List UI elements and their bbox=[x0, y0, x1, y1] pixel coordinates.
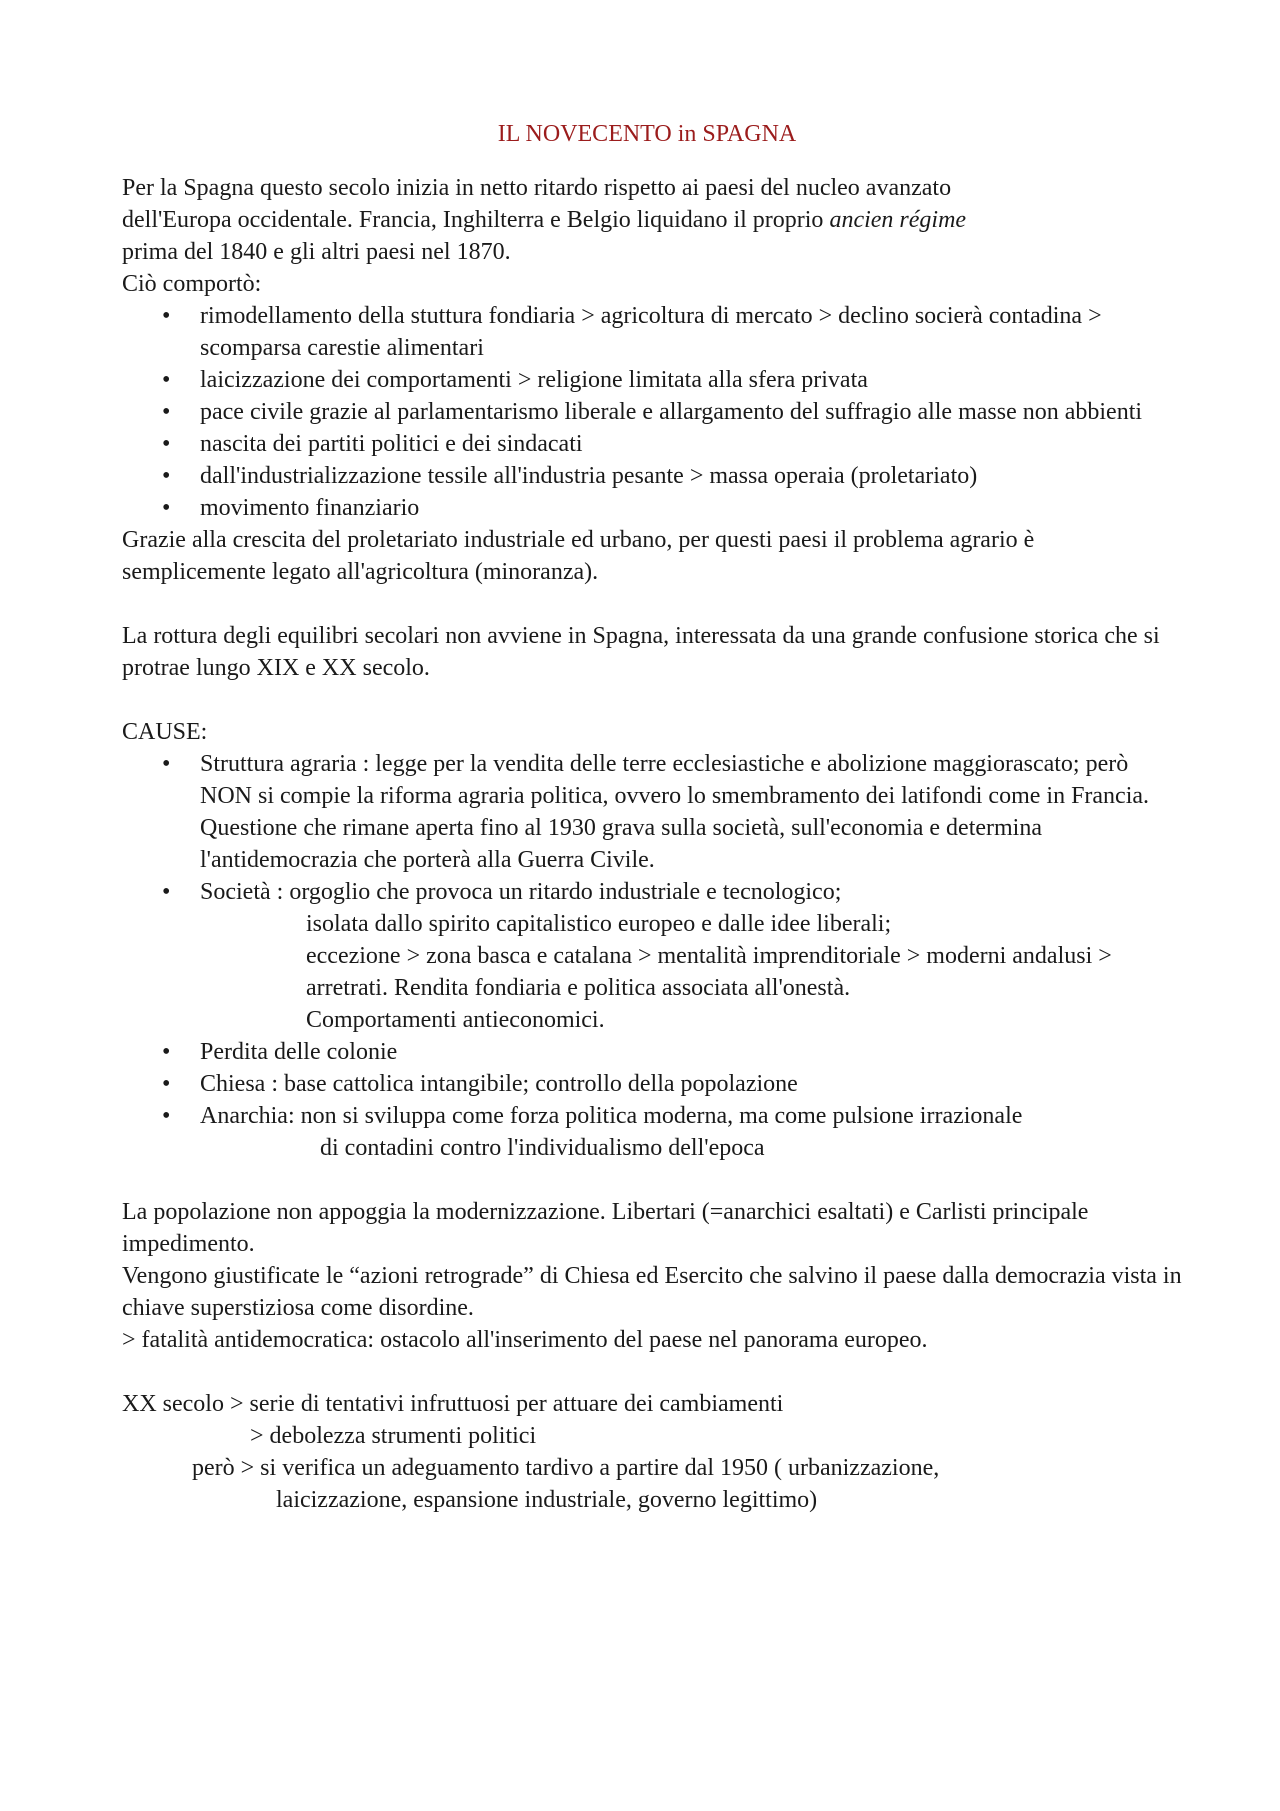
spacer bbox=[122, 684, 1182, 716]
spacer bbox=[122, 588, 1182, 620]
anarchia-label: Anarchia: bbox=[200, 1103, 301, 1129]
cause-list bbox=[122, 748, 1182, 1164]
cause-struttura-agraria: • Struttura agraria : legge per la vendita delle terre ecclesiastiche e abolizione maggiorascato; però NON si compie la riforma agraria politica, ovvero lo smembramento dei latifondi come in Francia. Questione che rimane aperta fino al 1930 grava sulla società, sull'economia e determina l'antidemocrazia che porterà alla Guerra Civile. bbox=[122, 748, 1182, 876]
popolazione-paragraph-3: > fatalità antidemocratica: ostacolo all'inserimento del paese nel panorama europeo. bbox=[122, 1327, 928, 1353]
list-item: • rimodellamento della stuttura fondiaria > agricoltura di mercato > declino socierà contadina > scomparsa carestie alimentari bbox=[122, 300, 1182, 364]
list-item: • pace civile grazie al parlamentarismo liberale e allargamento del suffragio alle masse non abbienti bbox=[122, 396, 1182, 428]
intro-line-1: Per la Spagna questo secolo inizia in netto ritardo rispetto ai paesi del nucleo avanzato bbox=[122, 175, 952, 201]
rottura-paragraph: La rottura degli equilibri secolari non avviene in Spagna, interessata da una grande confusione storica che si protrae lungo XIX e XX secolo. bbox=[122, 623, 1160, 681]
spacer bbox=[122, 1164, 1182, 1196]
intro-paragraph bbox=[122, 172, 1182, 300]
societa-label: Società : bbox=[200, 879, 290, 905]
bullet-icon: • bbox=[162, 367, 171, 393]
bullet-icon: • bbox=[162, 1039, 171, 1065]
xx-secolo-line-2: > debolezza strumenti politici bbox=[250, 1423, 537, 1449]
xx-secolo-line-3: però > si verifica un adeguamento tardivo a partire dal 1950 ( urbanizzazione, bbox=[192, 1455, 940, 1481]
cause-societa: • Società : orgoglio che provoca un ritardo industriale e tecnologico; isolata dallo spirito capitalistico europeo e dalle idee liberali; eccezione > zona basca e catalana > mentalità imprenditoriale > moderni andalusi > arretrati. Rendita fondiaria e politica associata all'onestà. Comportamenti antieconomici. bbox=[122, 876, 1182, 1036]
consequences-list bbox=[122, 300, 1182, 524]
document-body bbox=[122, 118, 1182, 1516]
cause-anarchia: • Anarchia: non si sviluppa come forza politica moderna, ma come pulsione irrazionale di contadini contro l'individualismo dell'epoca bbox=[122, 1100, 1182, 1164]
list-item: • nascita dei partiti politici e dei sindacati bbox=[122, 428, 1182, 460]
intro-line-2: dell'Europa occidentale. Francia, Inghilterra e Belgio liquidano il proprio bbox=[122, 207, 830, 233]
list-item: • movimento finanziario bbox=[122, 492, 1182, 524]
societa-continuation: isolata dallo spirito capitalistico europeo e dalle idee liberali; eccezione > zona basca e catalana > mentalità imprenditoriale > moderni andalusi > arretrati. Rendita fondiaria e politica associata all'onestà. Comportamenti antieconomici. bbox=[306, 911, 1112, 1033]
ancien-regime-term: ancien régime bbox=[829, 207, 967, 233]
popolazione-paragraph-1: La popolazione non appoggia la modernizzazione. Libertari (=anarchici esaltati) e Carlisti principale impedimento. bbox=[122, 1199, 1089, 1257]
bullet-icon: • bbox=[162, 879, 171, 905]
cause-chiesa: • Chiesa : base cattolica intangibile; controllo della popolazione bbox=[122, 1068, 1182, 1100]
bullet-icon: • bbox=[162, 399, 171, 425]
intro-line-3: prima del 1840 e gli altri paesi nel 1870. bbox=[122, 239, 511, 265]
popolazione-paragraph-2: Vengono giustificate le “azioni retrograde” di Chiesa ed Esercito che salvino il paese dalla democrazia vista in chiave superstiziosa come disordine. bbox=[122, 1263, 1182, 1321]
after-list-paragraph: Grazie alla crescita del proletariato industriale ed urbano, per questi paesi il problema agrario è semplicemente legato all'agricoltura (minoranza). bbox=[122, 527, 1035, 585]
list-item: • dall'industrializzazione tessile all'industria pesante > massa operaia (proletariato) bbox=[122, 460, 1182, 492]
xx-secolo-line-1: XX secolo > serie di tentativi infruttuosi per attuare dei cambiamenti bbox=[122, 1391, 784, 1417]
xx-secolo-line-4: laicizzazione, espansione industriale, governo legittimo) bbox=[276, 1487, 818, 1513]
bullet-icon: • bbox=[162, 463, 171, 489]
bullet-icon: • bbox=[162, 1071, 171, 1097]
bullet-icon: • bbox=[162, 303, 171, 329]
bullet-icon: • bbox=[162, 431, 171, 457]
cause-colonie: • Perdita delle colonie bbox=[122, 1036, 1182, 1068]
intro-line-4: Ciò comportò: bbox=[122, 271, 262, 297]
bullet-icon: • bbox=[162, 1103, 171, 1129]
document-title: IL NOVECENTO in SPAGNA bbox=[497, 121, 797, 147]
bullet-icon: • bbox=[162, 495, 171, 521]
cause-heading: CAUSE: bbox=[122, 719, 208, 745]
spacer bbox=[122, 1356, 1182, 1388]
list-item: • laicizzazione dei comportamenti > religione limitata alla sfera privata bbox=[122, 364, 1182, 396]
bullet-icon: • bbox=[162, 751, 171, 777]
